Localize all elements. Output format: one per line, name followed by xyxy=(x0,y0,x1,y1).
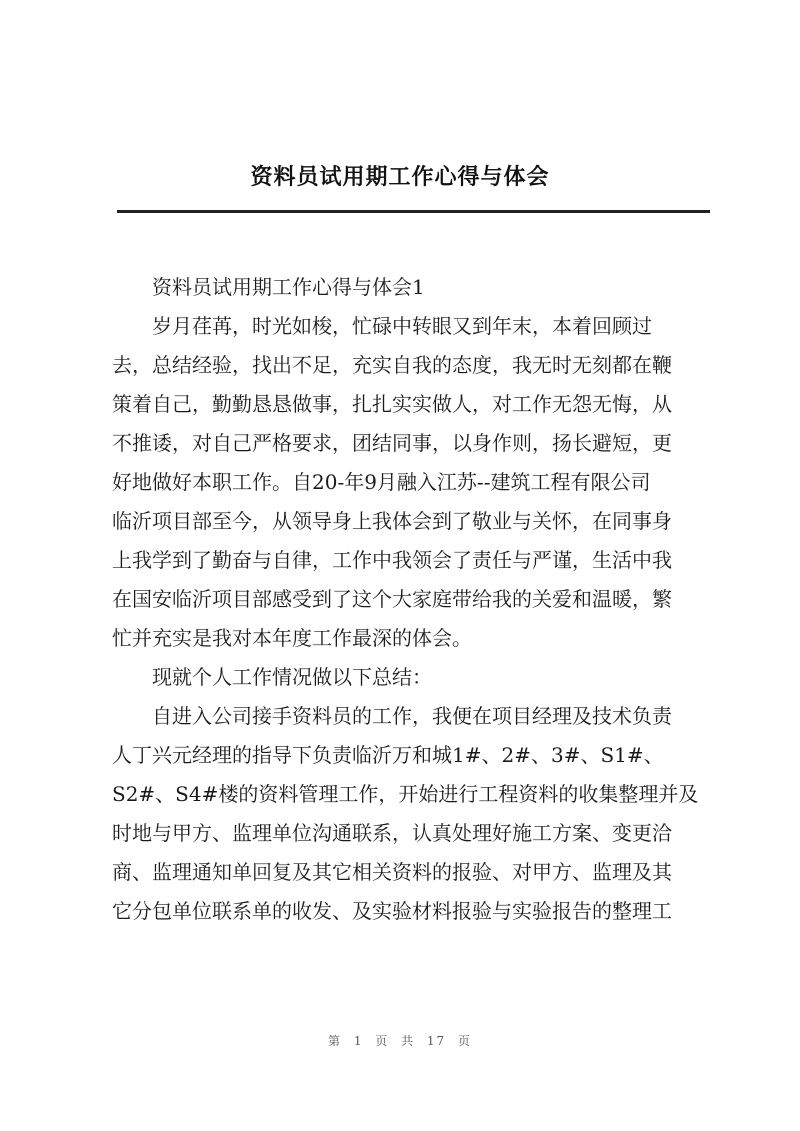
title-underline xyxy=(117,210,710,213)
paragraph-3-line: 它分包单位联系单的收发、及实验材料报验与实验报告的整理工 xyxy=(112,899,672,923)
paragraph-3 xyxy=(112,697,712,931)
section-heading: 资料员试用期工作心得与体会1 xyxy=(152,275,425,299)
page-number-footer: 第 1 页 共 17 页 xyxy=(328,1034,472,1048)
paragraph-3-line: S2#、S4#楼的资料管理工作，开始进行工程资料的收集整理并及 xyxy=(112,782,699,806)
paragraph-1 xyxy=(112,307,712,658)
paragraph-3-line: 自进入公司接手资料员的工作，我便在项目经理及技术负责 xyxy=(152,704,672,728)
paragraph-1-line: 在国安临沂项目部感受到了这个大家庭带给我的关爱和温暖，繁 xyxy=(112,587,672,611)
paragraph-3-line: 时地与甲方、监理单位沟通联系，认真处理好施工方案、变更洽 xyxy=(112,821,672,845)
paragraph-1-line: 好地做好本职工作。自20-年9月融入江苏--建筑工程有限公司 xyxy=(112,470,651,494)
paragraph-1-line: 不推诿，对自己严格要求，团结同事，以身作则，扬长避短，更 xyxy=(112,431,672,455)
paragraph-1-line: 临沂项目部至今，从领导身上我体会到了敬业与关怀，在同事身 xyxy=(112,509,672,533)
paragraph-1-line: 忙并充实是我对本年度工作最深的体会。 xyxy=(112,626,472,650)
document-title: 资料员试用期工作心得与体会 xyxy=(250,165,550,190)
paragraph-3-line: 商、监理通知单回复及其它相关资料的报验、对甲方、监理及其 xyxy=(112,860,672,884)
document-body xyxy=(112,268,712,931)
paragraph-3-line: 人丁兴元经理的指导下负责临沂万和城1#、2#、3#、S1#、 xyxy=(112,743,664,767)
paragraph-1-line: 去，总结经验，找出不足，充实自我的态度，我无时无刻都在鞭 xyxy=(112,353,672,377)
paragraph-2: 现就个人工作情况做以下总结： xyxy=(152,665,432,689)
paragraph-1-line: 上我学到了勤奋与自律，工作中我领会了责任与严谨，生活中我 xyxy=(112,548,672,572)
paragraph-1-line: 策着自己，勤勤恳恳做事，扎扎实实做人，对工作无怨无悔，从 xyxy=(112,392,672,416)
paragraph-1-line: 岁月荏苒，时光如梭，忙碌中转眼又到年末，本着回顾过 xyxy=(152,314,652,338)
